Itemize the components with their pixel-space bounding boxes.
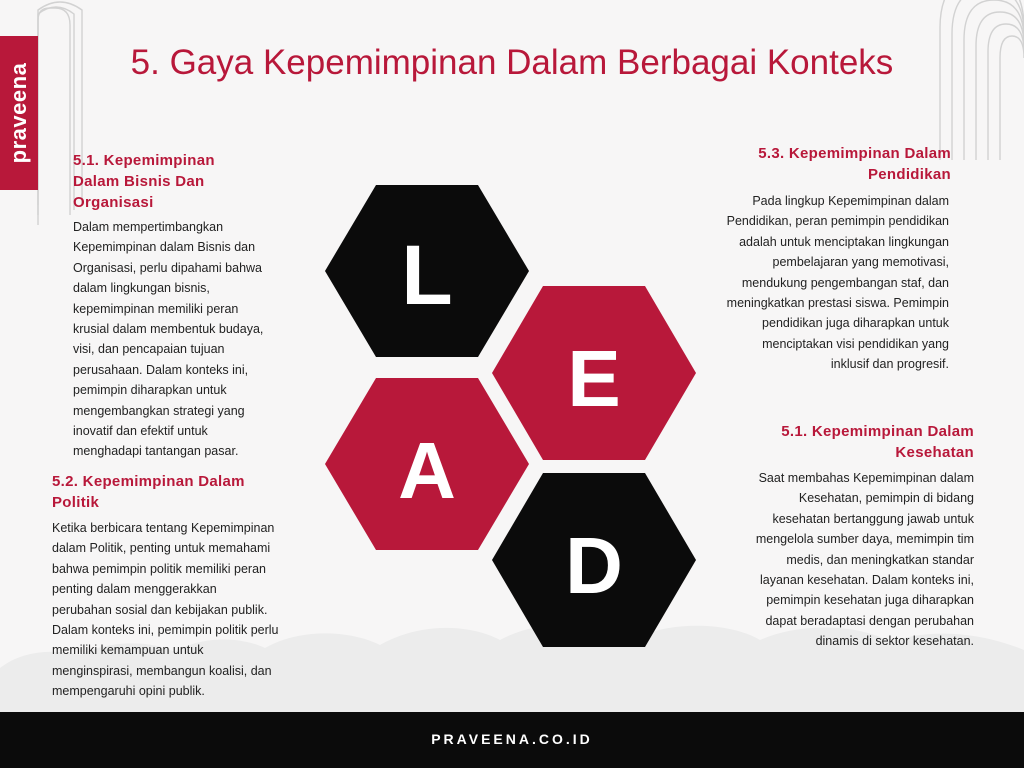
body-line: menghadapi tantangan pasar. bbox=[73, 444, 239, 459]
hexagon-l-letter: L bbox=[401, 228, 453, 322]
footer-website-link[interactable]: PRAVEENA.CO.ID bbox=[431, 731, 593, 747]
hexagon-d-letter: D bbox=[565, 521, 623, 610]
body-line: meningkatkan prestasi siswa. Pemimpin bbox=[726, 296, 949, 311]
body-line: layanan kesehatan. Dalam konteks ini, bbox=[759, 573, 974, 588]
body-line: bahwa pemimpin politik memiliki peran bbox=[52, 561, 266, 576]
body-line: mengelola sumber daya, memimpin tim bbox=[755, 532, 974, 547]
body-line: dalam lingkungan bisnis, bbox=[73, 281, 210, 296]
arch-lines-right bbox=[940, 0, 1024, 160]
brand-logo-tab bbox=[0, 36, 38, 190]
section-kesehatan-body bbox=[756, 468, 974, 652]
body-line: menciptakan visi pendidikan yang bbox=[762, 336, 949, 351]
body-line: Pada lingkup Kepemimpinan dalam bbox=[752, 194, 949, 208]
body-line: Kesehatan, pemimpin di bidang bbox=[798, 491, 974, 506]
body-line: perubahan sosial dan kebijakan publik. bbox=[52, 602, 268, 617]
hexagon-a bbox=[325, 378, 529, 550]
body-line: medis, dan meningkatkan standar bbox=[786, 552, 974, 567]
section-title-line: 5.1. Kepemimpinan bbox=[73, 152, 215, 169]
section-pendidikan-title bbox=[758, 143, 951, 185]
body-line: Organisasi, perlu dipahami bahwa bbox=[73, 260, 262, 275]
section-title-line: 5.2. Kepemimpinan Dalam bbox=[52, 473, 245, 490]
body-line: kesehatan bertanggung jawab untuk bbox=[772, 511, 974, 526]
body-line: pemimpin kesehatan juga diharapkan bbox=[766, 593, 974, 608]
hexagon-d bbox=[492, 473, 696, 647]
body-line: perusahaan. Dalam konteks ini, bbox=[73, 362, 249, 377]
body-line: inovatif dan efektif untuk bbox=[73, 424, 208, 439]
section-title-line: 5.1. Kepemimpinan Dalam bbox=[781, 423, 974, 440]
section-bisnis-body bbox=[73, 217, 263, 462]
body-line: kepemimpinan memiliki peran bbox=[73, 301, 239, 316]
body-line: pendidikan juga diharapkan untuk bbox=[762, 316, 949, 331]
brand-logo-text: praveena bbox=[6, 62, 31, 164]
body-line: Dalam mempertimbangkan bbox=[73, 220, 224, 234]
section-title-line: Politik bbox=[52, 494, 100, 511]
body-line: memiliki kemampuan untuk bbox=[52, 643, 204, 658]
hexagon-e bbox=[492, 286, 696, 460]
body-line: dinamis di sektor kesehatan. bbox=[815, 634, 974, 649]
body-line: Pendidikan, peran pemimpin pendidikan bbox=[726, 214, 949, 229]
body-line: inklusif dan progresif. bbox=[830, 357, 949, 372]
body-line: krusial dalam membentuk budaya, bbox=[73, 322, 264, 337]
section-bisnis-title bbox=[73, 150, 215, 213]
section-politik-body bbox=[52, 518, 278, 702]
section-title-line: 5.3. Kepemimpinan Dalam bbox=[758, 145, 951, 162]
body-line: pembelajaran yang memotivasi, bbox=[772, 255, 949, 270]
body-line: dapat beradaptasi dengan perubahan bbox=[765, 613, 974, 628]
body-line: menginspirasi, membangun koalisi, dan bbox=[52, 663, 272, 678]
hexagon-l bbox=[325, 185, 529, 357]
body-line: Kepemimpinan dalam Bisnis dan bbox=[73, 240, 256, 255]
body-line: visi, dan pencapaian tujuan bbox=[73, 342, 225, 357]
body-line: adalah untuk menciptakan lingkungan bbox=[739, 234, 949, 249]
section-title-line: Dalam Bisnis Dan bbox=[73, 173, 205, 190]
section-title-line: Kesehatan bbox=[895, 444, 974, 461]
section-kesehatan-title bbox=[781, 421, 974, 463]
hexagon-a-letter: A bbox=[398, 426, 456, 515]
body-line: pemimpin diharapkan untuk bbox=[73, 383, 227, 398]
lead-hexagon-graphic bbox=[320, 180, 710, 660]
body-line: penting dalam menggerakkan bbox=[52, 582, 217, 597]
section-title-line: Pendidikan bbox=[867, 166, 951, 183]
body-line: mengembangkan strategi yang bbox=[73, 403, 245, 418]
body-line: Dalam konteks ini, pemimpin politik perlu bbox=[52, 623, 279, 638]
body-line: mendukung pengembangan staf, dan bbox=[741, 275, 949, 290]
body-line: dalam Politik, penting untuk memahami bbox=[52, 541, 271, 556]
page-title: 5. Gaya Kepemimpinan Dalam Berbagai Konteks bbox=[130, 43, 894, 82]
section-title-line: Organisasi bbox=[73, 194, 154, 211]
body-line: Ketika berbicara tentang Kepemimpinan bbox=[52, 521, 275, 535]
body-line: Saat membahas Kepemimpinan dalam bbox=[758, 471, 974, 485]
body-line: mempengaruhi opini publik. bbox=[52, 684, 205, 699]
hexagon-e-letter: E bbox=[567, 334, 621, 423]
section-pendidikan-body bbox=[727, 191, 949, 375]
footer-bar bbox=[0, 712, 1024, 768]
section-politik-title bbox=[52, 471, 245, 513]
